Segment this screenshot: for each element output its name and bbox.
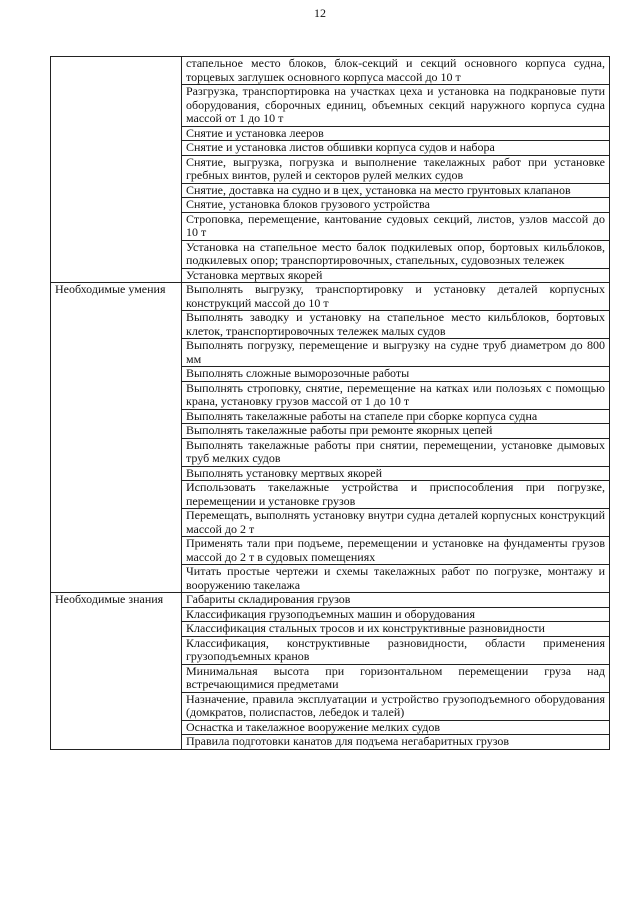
- requirement-item: Перемещать, выполнять установку внутри судна деталей корпусных конструкций массой до 2 т: [182, 509, 610, 537]
- requirement-item: Назначение, правила эксплуатации и устройство грузоподъемного оборудования (домкратов, полиспастов, лебедок и талей): [182, 692, 610, 720]
- table-row: [51, 593, 610, 608]
- table-row: [51, 283, 610, 311]
- category-cell: Необходимые умения: [51, 283, 182, 593]
- requirement-item: Выполнять установку мертвых якорей: [182, 466, 610, 481]
- requirement-item: Выполнять такелажные работы на стапеле при сборке корпуса судна: [182, 409, 610, 424]
- requirement-item: Классификация грузоподъемных машин и оборудования: [182, 607, 610, 622]
- requirement-item: Разгрузка, транспортировка на участках цеха и установка на подкрановые пути оборудования, сборочных единиц, объемных секций наружного корпуса судна массой от 1 до 10 т: [182, 85, 610, 127]
- requirements-table: [50, 56, 610, 750]
- requirement-item: Классификация, конструктивные разновидности, области применения грузоподъемных кранов: [182, 636, 610, 664]
- requirement-item: Выполнять выгрузку, транспортировку и установку деталей корпусных конструкций массой до 10 т: [182, 283, 610, 311]
- requirement-item: Снятие, доставка на судно и в цех, установка на место грунтовых клапанов: [182, 183, 610, 198]
- requirement-item: Классификация стальных тросов и их конструктивные разновидности: [182, 622, 610, 637]
- requirement-item: Выполнять строповку, снятие, перемещение на катках или полозьях с помощью крана, установку грузов массой от 1 до 10 т: [182, 381, 610, 409]
- requirement-item: Выполнять такелажные работы при снятии, перемещении, установке дымовых труб мелких судов: [182, 438, 610, 466]
- requirements-table-body: [51, 57, 610, 750]
- requirement-item: Установка мертвых якорей: [182, 268, 610, 283]
- requirement-item: Снятие и установка лееров: [182, 126, 610, 141]
- requirement-item: Оснастка и такелажное вооружение мелких судов: [182, 720, 610, 735]
- page-number: 12: [314, 6, 326, 20]
- requirement-item: Применять тали при подъеме, перемещении и установке на фундаменты грузов массой до 2 т в судовых помещениях: [182, 537, 610, 565]
- requirement-item: Выполнять заводку и установку на стапельное место кильблоков, бортовых клеток, транспортировочных тележек малых судов: [182, 311, 610, 339]
- requirement-item: Читать простые чертежи и схемы такелажных работ по погрузке, монтажу и вооружению такелажа: [182, 565, 610, 593]
- requirement-item: Использовать такелажные устройства и приспособления при погрузке, перемещении и установке грузов: [182, 481, 610, 509]
- requirement-item: Правила подготовки канатов для подъема негабаритных грузов: [182, 735, 610, 750]
- requirement-item: Минимальная высота при горизонтальном перемещении груза над встречающимися предметами: [182, 664, 610, 692]
- requirement-item: Габариты складирования грузов: [182, 593, 610, 608]
- requirement-item: Снятие и установка листов обшивки корпуса судов и набора: [182, 141, 610, 156]
- table-row: [51, 57, 610, 85]
- category-cell: [51, 57, 182, 283]
- requirement-item: Выполнять такелажные работы при ремонте якорных цепей: [182, 424, 610, 439]
- requirement-item: Строповка, перемещение, кантование судовых секций, листов, узлов массой до 10 т: [182, 212, 610, 240]
- requirement-item: Выполнять погрузку, перемещение и выгрузку на судне труб диаметром до 800 мм: [182, 339, 610, 367]
- requirement-item: Выполнять сложные выморозочные работы: [182, 367, 610, 382]
- requirement-item: Снятие, установка блоков грузового устройства: [182, 198, 610, 213]
- requirement-item: стапельное место блоков, блок-секций и секций основного корпуса судна, торцевых заглушек основного корпуса массой до 10 т: [182, 57, 610, 85]
- requirement-item: Снятие, выгрузка, погрузка и выполнение такелажных работ при установке гребных винтов, рулей и секторов рулей мелких судов: [182, 155, 610, 183]
- category-cell: Необходимые знания: [51, 593, 182, 750]
- requirement-item: Установка на стапельное место балок подкилевых опор, бортовых кильблоков, подкилевых опор; транспортировочных, стапельных, судовозных тележек: [182, 240, 610, 268]
